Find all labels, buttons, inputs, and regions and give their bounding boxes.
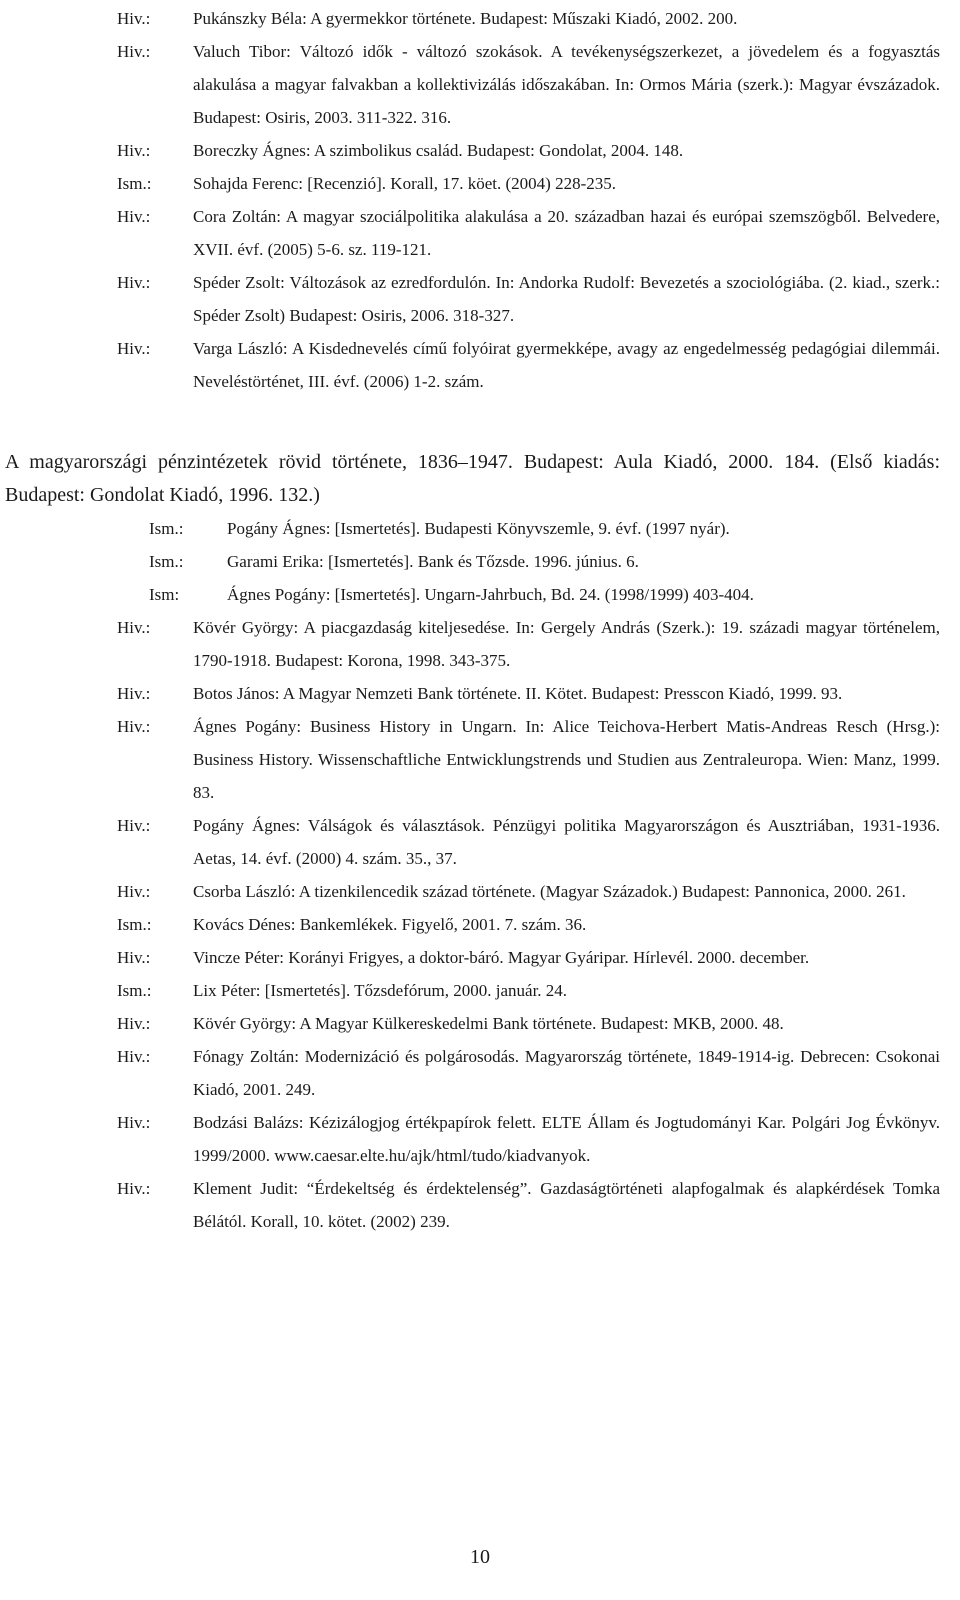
entry-text: Varga László: A Kisdednevelés című folyóirat gyermekképe, avagy az engedelmesség pedagógiai dilemmái. Neveléstörténet, III. évf. (2006) 1-2. szám. bbox=[193, 339, 940, 391]
reference-list-top bbox=[117, 2, 940, 398]
entry-tag: Hiv.: bbox=[117, 684, 151, 703]
reference-entry bbox=[117, 809, 940, 875]
entry-text: Boreczky Ágnes: A szimbolikus család. Budapest: Gondolat, 2004. 148. bbox=[193, 141, 684, 160]
entry-tag: Hiv.: bbox=[117, 339, 151, 358]
entry-tag: Hiv.: bbox=[117, 42, 151, 61]
entry-tag: Ism.: bbox=[117, 915, 152, 934]
entry-tag: Hiv.: bbox=[117, 1113, 151, 1132]
reference-list-bottom bbox=[117, 611, 940, 1238]
reference-entry bbox=[117, 332, 940, 398]
review-list bbox=[149, 512, 909, 611]
entry-text: Ágnes Pogány: [Ismertetés]. Ungarn-Jahrbuch, Bd. 24. (1998/1999) 403-404. bbox=[227, 585, 754, 604]
entry-text: Ágnes Pogány: Business History in Ungarn. In: Alice Teichova-Herbert Matis-Andreas Resch (Hrsg.): Business History. Wissenschaftliche Entwicklungstrends und Studien aus Zentraleuropa. Wien: Manz, 1999. 83. bbox=[193, 717, 940, 802]
entry-tag: Hiv.: bbox=[117, 816, 151, 835]
entry-tag: Hiv.: bbox=[117, 207, 151, 226]
reference-entry bbox=[117, 677, 940, 710]
reference-entry bbox=[117, 200, 940, 266]
reference-entry bbox=[149, 512, 909, 545]
entry-tag: Hiv.: bbox=[117, 9, 151, 28]
entry-tag: Ism.: bbox=[149, 552, 184, 571]
entry-text: Cora Zoltán: A magyar szociálpolitika alakulása a 20. században hazai és európai szemszögből. Belvedere, XVII. évf. (2005) 5-6. sz. 119-121. bbox=[193, 207, 940, 259]
entry-text: Bodzási Balázs: Kézizálogjog értékpapírok felett. ELTE Állam és Jogtudományi Kar. Polgári Jog Évkönyv. 1999/2000. www.caesar.elte.hu/ajk/html/tudo/kiadvanyok. bbox=[193, 1113, 940, 1165]
entry-tag: Hiv.: bbox=[117, 1179, 151, 1198]
reference-entry bbox=[117, 1007, 940, 1040]
reference-entry bbox=[117, 1172, 940, 1238]
reference-entry bbox=[149, 545, 909, 578]
entry-tag: Ism.: bbox=[117, 174, 152, 193]
reference-entry bbox=[117, 974, 940, 1007]
entry-text: Kövér György: A piacgazdaság kiteljesedése. In: Gergely András (Szerk.): 19. századi magyar történelem, 1790-1918. Budapest: Korona, 1998. 343-375. bbox=[193, 618, 940, 670]
entry-tag: Ism.: bbox=[149, 519, 184, 538]
entry-tag: Hiv.: bbox=[117, 717, 151, 736]
reference-entry bbox=[117, 1106, 940, 1172]
entry-tag: Ism.: bbox=[117, 981, 152, 1000]
entry-tag: Hiv.: bbox=[117, 273, 151, 292]
reference-entry bbox=[117, 1040, 940, 1106]
entry-tag: Hiv.: bbox=[117, 948, 151, 967]
entry-text: Kövér György: A Magyar Külkereskedelmi Bank története. Budapest: MKB, 2000. 48. bbox=[193, 1014, 784, 1033]
reference-entry bbox=[117, 941, 940, 974]
section-heading: A magyarországi pénzintézetek rövid története, 1836–1947. Budapest: Aula Kiadó, 2000. 184. (Első kiadás: Budapest: Gondolat Kiadó, 1996. 132.) bbox=[5, 451, 940, 506]
entry-text: Kovács Dénes: Bankemlékek. Figyelő, 2001. 7. szám. 36. bbox=[193, 915, 587, 934]
reference-entry bbox=[117, 134, 940, 167]
reference-entry bbox=[149, 578, 909, 611]
entry-tag: Ism: bbox=[149, 585, 180, 604]
entry-text: Pogány Ágnes: Válságok és választások. Pénzügyi politika Magyarországon és Ausztriában, 1931-1936. Aetas, 14. évf. (2000) 4. szám. 35., 37. bbox=[193, 816, 940, 868]
entry-text: Lix Péter: [Ismertetés]. Tőzsdefórum, 2000. január. 24. bbox=[193, 981, 568, 1000]
entry-text: Botos János: A Magyar Nemzeti Bank története. II. Kötet. Budapest: Presscon Kiadó, 1999. 93. bbox=[193, 684, 843, 703]
reference-entry bbox=[117, 611, 940, 677]
entry-tag: Hiv.: bbox=[117, 1047, 151, 1066]
entry-tag: Hiv.: bbox=[117, 141, 151, 160]
entry-text: Spéder Zsolt: Változások az ezredfordulón. In: Andorka Rudolf: Bevezetés a szociológiába. (2. kiad., szerk.: Spéder Zsolt) Budapest: Osiris, 2006. 318-327. bbox=[193, 273, 940, 325]
entry-text: Valuch Tibor: Változó idők - változó szokások. A tevékenységszerkezet, a jövedelem és a fogyasztás alakulása a magyar falvakban a kollektivizálás időszakában. In: Ormos Mária (szerk.): Magyar évszázadok. Budapest: Osiris, 2003. 311-322. 316. bbox=[193, 42, 940, 127]
reference-entry bbox=[117, 35, 940, 134]
reference-entry bbox=[117, 710, 940, 809]
entry-text: Vincze Péter: Korányi Frigyes, a doktor-báró. Magyar Gyáripar. Hírlevél. 2000. december. bbox=[193, 948, 810, 967]
reference-entry bbox=[117, 908, 940, 941]
reference-entry bbox=[117, 875, 940, 908]
entry-text: Sohajda Ferenc: [Recenzió]. Korall, 17. köet. (2004) 228-235. bbox=[193, 174, 616, 193]
entry-tag: Hiv.: bbox=[117, 618, 151, 637]
page-number: 10 bbox=[470, 1546, 490, 1568]
entry-tag: Hiv.: bbox=[117, 882, 151, 901]
entry-text: Csorba László: A tizenkilencedik század története. (Magyar Századok.) Budapest: Pannonica, 2000. 261. bbox=[193, 882, 906, 901]
entry-text: Pukánszky Béla: A gyermekkor története. Budapest: Műszaki Kiadó, 2002. 200. bbox=[193, 9, 738, 28]
entry-text: Klement Judit: “Érdekeltség és érdektelenség”. Gazdaságtörténeti alapfogalmak és alapkérdések Tomka Bélától. Korall, 10. kötet. (2002) 239. bbox=[193, 1179, 940, 1231]
reference-entry bbox=[117, 266, 940, 332]
entry-text: Fónagy Zoltán: Modernizáció és polgárosodás. Magyarország története, 1849-1914-ig. Debrecen: Csokonai Kiadó, 2001. 249. bbox=[193, 1047, 940, 1099]
reference-entry bbox=[117, 167, 940, 200]
entry-text: Garami Erika: [Ismertetés]. Bank és Tőzsde. 1996. június. 6. bbox=[227, 552, 639, 571]
entry-text: Pogány Ágnes: [Ismertetés]. Budapesti Könyvszemle, 9. évf. (1997 nyár). bbox=[227, 519, 730, 538]
reference-entry bbox=[117, 2, 940, 35]
entry-tag: Hiv.: bbox=[117, 1014, 151, 1033]
